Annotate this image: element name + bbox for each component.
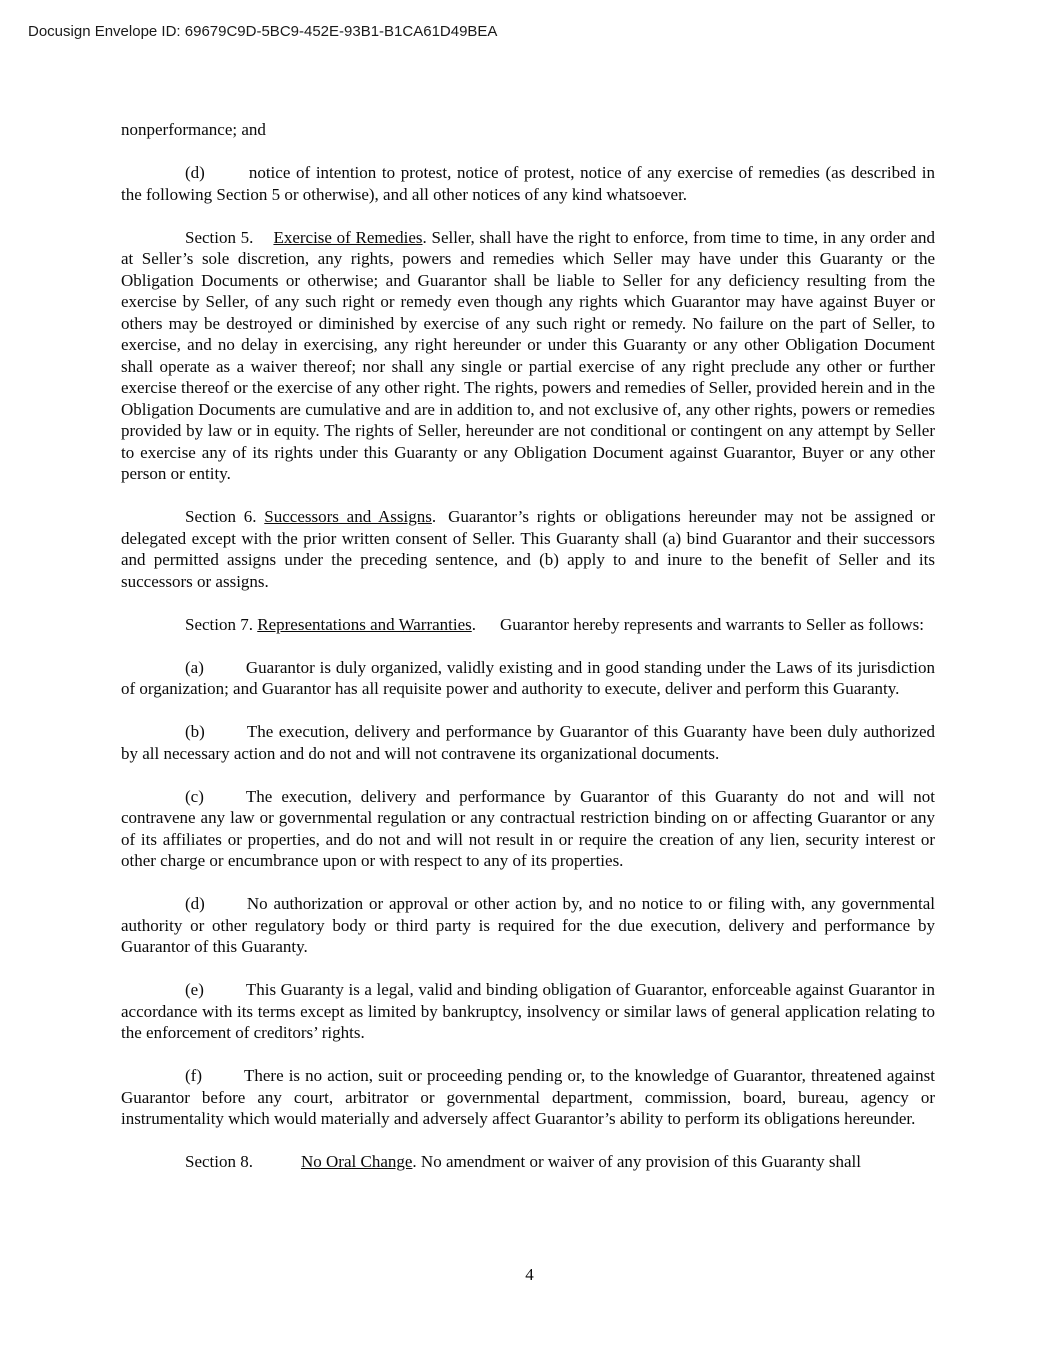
tab-space [204, 801, 246, 802]
document-body [121, 119, 935, 1173]
section-heading: No Oral Change [301, 1152, 413, 1171]
text-run: The execution, delivery and performance by Guarantor of this Guaranty do not and will not contravene any law or governmental regulation or any contractual restriction binding on or affecting Guarantor or any of its affiliates or properties, and do not and will not result in or require the creation of any lien, security interest or other charge or encumbrance upon or with respect to any of its properties. [121, 786, 935, 870]
text-run: Guarantor hereby represents and warrants to Seller as follows: [500, 614, 924, 634]
para-section-6 [121, 506, 935, 592]
tab-space [476, 629, 500, 630]
page-number: 4 [525, 1265, 534, 1284]
para-section-5 [121, 227, 935, 485]
tab-space [253, 242, 273, 243]
tab-space [205, 908, 247, 909]
text-run: (f) [185, 1066, 202, 1085]
tab-space [204, 994, 246, 995]
text-run: notice of intention to protest, notice of protest, notice of any exercise of remedies (as described in the following Section 5 or otherwise), and all other notices of any kind whatsoever. [121, 163, 935, 204]
para-section-8 [121, 1151, 935, 1173]
tab-space [253, 1166, 301, 1167]
text-run: The execution, delivery and performance by Guarantor of this Guaranty have been duly authorized by all necessary action and do not and will not contravene its organizational documents. [121, 722, 935, 763]
tab-space [436, 521, 448, 522]
tab-space [205, 177, 249, 178]
text-run: (b) [185, 722, 205, 741]
para-rep-c [121, 786, 935, 872]
text-run: nonperformance; and [121, 120, 266, 139]
docusign-envelope-id: Docusign Envelope ID: 69679C9D-5BC9-452E-93B1-B1CA61D49BEA [28, 23, 498, 40]
para-nonperformance [121, 119, 935, 141]
para-rep-a [121, 657, 935, 700]
text-run: No authorization or approval or other action by, and no notice to or filing with, any governmental authority or other regulatory body or third party is required for the due execution, delivery and performance by Guarantor of this Guaranty. [121, 894, 935, 956]
text-run: (c) [185, 786, 204, 806]
text-run: . Seller, shall have the right to enforce, from time to time, in any order and at Seller’s sole discretion, any rights, powers and remedies which Seller may have under this Guaranty or the Obligation Documents or otherwise; and Guarantor shall be liable to Seller for any deficiency resulting from the exercise by Seller, of any such right or remedy even though any rights which Guarantor may have against Buyer or others may be destroyed or diminished by exercise of any such right or remedy. No failure on the part of Seller, to exercise, and no delay in exercising, any right hereunder or under this Guaranty or any other Obligation Document shall operate as a waiver thereof; nor shall any single or partial exercise of any right preclude any other or further exercise thereof or the exercise of any other right. The rights, powers and remedies of Seller, provided herein and in the Obligation Documents are cumulative and are in addition to, and not exclusive of, any other rights, powers or remedies provided by law or in equity. The rights of Seller, hereunder are not conditional or contingent on any attempt by Seller to exercise any of its rights under this Guaranty or any Obligation Document against Guarantor, Buyer or any other person or entity. [121, 227, 936, 483]
text-run: (a) [185, 657, 204, 677]
text-run: Section 5. [185, 227, 254, 247]
para-rep-b [121, 721, 935, 764]
para-rep-f [121, 1065, 935, 1130]
text-run: (d) [185, 894, 205, 913]
para-rep-e [121, 979, 935, 1044]
text-run: This Guaranty is a legal, valid and binding obligation of Guarantor, enforceable against Guarantor in accordance with its terms except as limited by bankruptcy, insolvency or similar laws of general application relating to the enforcement of creditors’ rights. [121, 980, 935, 1042]
para-clause-d-notices [121, 162, 935, 205]
text-run: (d) [185, 163, 205, 182]
text-run: Guarantor’s rights or obligations hereunder may not be assigned or delegated except with the prior written consent of Seller. This Guaranty shall (a) bind Guarantor and their successors and permitted assigns under the preceding sentence, and (b) apply to and inure to the benefit of Seller and its successors or assigns. [121, 507, 935, 591]
text-run: There is no action, suit or proceeding pending or, to the knowledge of Guarantor, threatened against Guarantor before any court, arbitrator or governmental department, commission, board, bureau, agency or instrumentality which would materially and adversely affect Guarantor’s ability to perform its obligations hereunder. [121, 1066, 935, 1128]
text-run: . [471, 614, 477, 634]
text-run: . No amendment or waiver of any provision of this Guaranty shall [412, 1152, 861, 1171]
section-heading: Successors and Assigns [264, 507, 432, 526]
text-run: Section 6. [185, 507, 265, 526]
section-heading: Exercise of Remedies [273, 227, 423, 247]
tab-space [202, 1080, 244, 1081]
tab-space [204, 672, 246, 673]
text-run: Section 7. [185, 614, 258, 634]
section-heading: Representations and Warranties [257, 614, 472, 634]
text-run: Guarantor is duly organized, validly existing and in good standing under the Laws of its jurisdiction of organization; and Guarantor has all requisite power and authority to execute, deliver and perform this Guaranty. [121, 657, 935, 698]
para-section-7 [121, 614, 935, 636]
text-run: Section 8. [185, 1152, 253, 1171]
para-rep-d [121, 893, 935, 958]
text-run: (e) [185, 980, 204, 999]
tab-space [205, 736, 247, 737]
text-run: . [431, 507, 437, 526]
